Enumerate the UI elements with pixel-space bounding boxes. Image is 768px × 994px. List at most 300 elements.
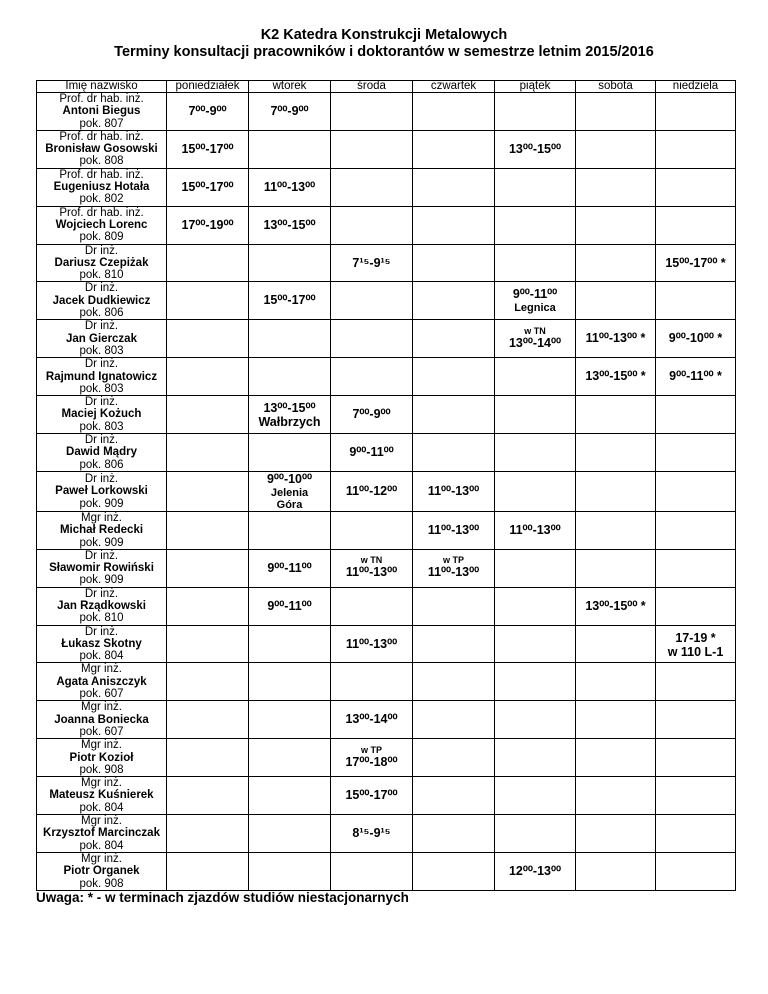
schedule-cell-saturday xyxy=(576,549,656,587)
person-title: Mgr inż. xyxy=(81,739,122,752)
person-cell xyxy=(37,511,167,549)
hours-text: 11⁰⁰-13⁰⁰ xyxy=(427,483,480,498)
schedule-cell-thursday xyxy=(413,739,495,777)
schedule-cell-friday xyxy=(495,130,576,168)
person-room: pok. 908 xyxy=(79,763,124,776)
schedule-cell-tuesday xyxy=(249,852,331,890)
schedule-cell-monday xyxy=(167,168,249,206)
schedule-cell-friday xyxy=(495,358,576,396)
person-cell xyxy=(37,282,167,320)
schedule-cell-saturday xyxy=(576,244,656,282)
schedule-cell-sunday xyxy=(656,471,736,511)
schedule-cell-monday xyxy=(167,282,249,320)
page-title: K2 Katedra Konstrukcji Metalowych xyxy=(260,27,508,43)
person-room: pok. 802 xyxy=(79,193,124,206)
person-room: pok. 809 xyxy=(79,231,124,244)
hours-text: 9⁰⁰-11⁰⁰ xyxy=(512,287,558,302)
hours-text: 11⁰⁰-13⁰⁰ xyxy=(345,565,398,580)
person-name: Paweł Lorkowski xyxy=(55,485,148,498)
table-row xyxy=(37,815,736,853)
schedule-cell-saturday xyxy=(576,206,656,244)
location-note: w TP xyxy=(360,744,382,755)
hours-text: 7⁰⁰-9⁰⁰ xyxy=(352,407,391,422)
schedule-cell-monday xyxy=(167,93,249,131)
table-row xyxy=(37,206,736,244)
schedule-cell-sunday xyxy=(656,93,736,131)
schedule-cell-saturday xyxy=(576,282,656,320)
schedule-cell-saturday xyxy=(576,168,656,206)
schedule-cell-monday xyxy=(167,358,249,396)
schedule-cell-monday xyxy=(167,320,249,358)
schedule-cell-friday xyxy=(495,587,576,625)
hours-text: 15⁰⁰-17⁰⁰ xyxy=(181,179,234,194)
schedule-cell-sunday xyxy=(656,168,736,206)
schedule-cell-sunday xyxy=(656,358,736,396)
schedule-cell-friday xyxy=(495,282,576,320)
schedule-cell-sunday xyxy=(656,701,736,739)
hours-text: 17⁰⁰-18⁰⁰ xyxy=(345,754,398,769)
hours-text: 7¹⁵-9¹⁵ xyxy=(352,255,391,270)
schedule-cell-tuesday xyxy=(249,320,331,358)
schedule-cell-thursday xyxy=(413,701,495,739)
table-row xyxy=(37,93,736,131)
schedule-cell-sunday xyxy=(656,396,736,434)
schedule-cell-wednesday xyxy=(331,701,413,739)
schedule-cell-monday xyxy=(167,739,249,777)
person-cell xyxy=(37,815,167,853)
person-name: Antoni Biegus xyxy=(62,105,141,118)
schedule-cell-saturday xyxy=(576,358,656,396)
table-row xyxy=(37,511,736,549)
person-cell xyxy=(37,587,167,625)
schedule-cell-tuesday xyxy=(249,511,331,549)
schedule-cell-monday xyxy=(167,244,249,282)
schedule-cell-tuesday xyxy=(249,434,331,472)
schedule-table xyxy=(36,80,736,891)
schedule-cell-thursday xyxy=(413,206,495,244)
schedule-cell-thursday xyxy=(413,396,495,434)
table-row xyxy=(37,777,736,815)
table-row xyxy=(37,852,736,890)
hours-text: 13⁰⁰-15⁰⁰ * xyxy=(585,598,646,613)
schedule-cell-wednesday xyxy=(331,93,413,131)
col-header-wednesday: środa xyxy=(331,81,413,93)
hours-text: 15⁰⁰-17⁰⁰ xyxy=(263,293,316,308)
person-cell xyxy=(37,93,167,131)
col-header-saturday: sobota xyxy=(576,81,656,93)
schedule-cell-friday xyxy=(495,549,576,587)
person-name: Wojciech Lorenc xyxy=(55,218,148,231)
schedule-cell-friday xyxy=(495,739,576,777)
location-label: w 110 L-1 xyxy=(667,644,724,659)
schedule-cell-wednesday xyxy=(331,549,413,587)
hours-text: 9⁰⁰-10⁰⁰ xyxy=(266,471,313,486)
schedule-cell-tuesday xyxy=(249,549,331,587)
person-room: pok. 804 xyxy=(79,839,124,852)
schedule-cell-tuesday xyxy=(249,396,331,434)
person-title: Dr inż. xyxy=(84,358,119,371)
schedule-cell-thursday xyxy=(413,815,495,853)
location-label: Wałbrzych xyxy=(258,415,321,430)
location-note: w TN xyxy=(360,555,383,566)
person-title: Dr inż. xyxy=(84,625,119,638)
schedule-cell-thursday xyxy=(413,320,495,358)
schedule-cell-wednesday xyxy=(331,320,413,358)
schedule-cell-monday xyxy=(167,663,249,701)
schedule-cell-tuesday xyxy=(249,587,331,625)
schedule-cell-tuesday xyxy=(249,282,331,320)
person-name: Mateusz Kuśnierek xyxy=(49,789,154,802)
schedule-cell-saturday xyxy=(576,471,656,511)
schedule-cell-thursday xyxy=(413,358,495,396)
person-room: pok. 909 xyxy=(79,497,124,510)
schedule-cell-sunday xyxy=(656,130,736,168)
hours-text: 13⁰⁰-15⁰⁰ xyxy=(263,217,316,232)
hours-text: 17-19 * xyxy=(675,630,716,645)
schedule-cell-tuesday xyxy=(249,625,331,663)
person-name: Piotr Kozioł xyxy=(69,751,134,764)
person-name: Jan Rządkowski xyxy=(57,599,146,612)
schedule-cell-sunday xyxy=(656,244,736,282)
hours-text: 8¹⁵-9¹⁵ xyxy=(352,825,391,840)
schedule-cell-wednesday xyxy=(331,244,413,282)
schedule-cell-sunday xyxy=(656,852,736,890)
person-cell xyxy=(37,852,167,890)
person-room: pok. 806 xyxy=(79,307,124,320)
schedule-cell-wednesday xyxy=(331,168,413,206)
schedule-cell-thursday xyxy=(413,471,495,511)
person-room: pok. 807 xyxy=(79,117,124,130)
table-row xyxy=(37,168,736,206)
person-cell xyxy=(37,625,167,663)
schedule-cell-monday xyxy=(167,701,249,739)
schedule-cell-thursday xyxy=(413,282,495,320)
schedule-cell-wednesday xyxy=(331,852,413,890)
table-row xyxy=(37,396,736,434)
schedule-cell-wednesday xyxy=(331,396,413,434)
person-name: Jacek Dudkiewicz xyxy=(52,294,151,307)
schedule-cell-thursday xyxy=(413,549,495,587)
col-header-thursday: czwartek xyxy=(413,81,495,93)
schedule-cell-saturday xyxy=(576,434,656,472)
person-room: pok. 803 xyxy=(79,344,124,357)
schedule-cell-sunday xyxy=(656,663,736,701)
schedule-cell-tuesday xyxy=(249,777,331,815)
table-row xyxy=(37,625,736,663)
person-name: Łukasz Skotny xyxy=(61,637,142,650)
schedule-cell-wednesday xyxy=(331,625,413,663)
person-title: Dr inż. xyxy=(84,396,119,409)
hours-text: 11⁰⁰-13⁰⁰ xyxy=(509,522,561,537)
schedule-cell-saturday xyxy=(576,625,656,663)
location-label: Legnica xyxy=(514,302,556,315)
schedule-cell-friday xyxy=(495,434,576,472)
person-cell xyxy=(37,244,167,282)
schedule-cell-friday xyxy=(495,320,576,358)
hours-text: 17⁰⁰-19⁰⁰ xyxy=(181,217,234,232)
person-title: Prof. dr hab. inż. xyxy=(59,206,144,219)
person-room: pok. 909 xyxy=(79,574,124,587)
hours-text: 11⁰⁰-13⁰⁰ xyxy=(427,565,480,580)
person-title: Mgr inż. xyxy=(81,663,122,676)
hours-text: 9⁰⁰-10⁰⁰ * xyxy=(668,331,723,346)
schedule-cell-friday xyxy=(495,471,576,511)
col-header-name: Imię nazwisko xyxy=(37,81,167,93)
schedule-cell-monday xyxy=(167,549,249,587)
schedule-cell-wednesday xyxy=(331,587,413,625)
schedule-cell-thursday xyxy=(413,663,495,701)
hours-text: 12⁰⁰-13⁰⁰ xyxy=(508,863,561,878)
schedule-cell-wednesday xyxy=(331,663,413,701)
schedule-cell-saturday xyxy=(576,701,656,739)
schedule-cell-thursday xyxy=(413,168,495,206)
table-row xyxy=(37,244,736,282)
schedule-cell-tuesday xyxy=(249,168,331,206)
hours-text: 15⁰⁰-17⁰⁰ xyxy=(181,141,234,156)
person-cell xyxy=(37,777,167,815)
schedule-cell-saturday xyxy=(576,511,656,549)
person-cell xyxy=(37,739,167,777)
schedule-cell-thursday xyxy=(413,434,495,472)
person-name: Maciej Kożuch xyxy=(61,408,142,421)
col-header-sunday: niedziela xyxy=(656,81,736,93)
person-name: Sławomir Rowiński xyxy=(49,562,154,575)
person-room: pok. 607 xyxy=(79,725,124,738)
schedule-cell-tuesday xyxy=(249,244,331,282)
table-row xyxy=(37,701,736,739)
hours-text: 9⁰⁰-11⁰⁰ xyxy=(267,598,312,613)
person-name: Piotr Organek xyxy=(63,865,140,878)
person-room: pok. 808 xyxy=(79,155,124,168)
person-name: Joanna Boniecka xyxy=(54,713,149,726)
hours-text: 11⁰⁰-13⁰⁰ xyxy=(427,522,480,537)
person-title: Mgr inż. xyxy=(81,701,122,714)
schedule-cell-sunday xyxy=(656,549,736,587)
schedule-cell-sunday xyxy=(656,282,736,320)
hours-text: 13⁰⁰-15⁰⁰ xyxy=(508,141,561,156)
schedule-cell-friday xyxy=(495,625,576,663)
schedule-cell-wednesday xyxy=(331,282,413,320)
schedule-cell-monday xyxy=(167,471,249,511)
schedule-cell-friday xyxy=(495,701,576,739)
person-room: pok. 803 xyxy=(79,420,124,433)
person-room: pok. 806 xyxy=(79,458,124,471)
person-cell xyxy=(37,434,167,472)
person-title: Mgr inż. xyxy=(81,852,122,865)
person-name: Rajmund Ignatowicz xyxy=(45,370,158,383)
person-name: Dariusz Czepiżak xyxy=(54,256,149,269)
col-header-tuesday: wtorek xyxy=(249,81,331,93)
person-title: Dr inż. xyxy=(84,282,119,295)
schedule-cell-saturday xyxy=(576,663,656,701)
person-cell xyxy=(37,320,167,358)
person-title: Prof. dr hab. inż. xyxy=(59,130,144,143)
schedule-cell-friday xyxy=(495,815,576,853)
col-header-friday: piątek xyxy=(495,81,576,93)
footer-note: Uwaga: * - w terminach zjazdów studiów niestacjonarnych xyxy=(36,890,409,905)
schedule-cell-sunday xyxy=(656,739,736,777)
person-name: Agata Aniszczyk xyxy=(56,675,147,688)
schedule-cell-tuesday xyxy=(249,471,331,511)
schedule-cell-sunday xyxy=(656,625,736,663)
schedule-cell-saturday xyxy=(576,777,656,815)
person-name: Michał Redecki xyxy=(59,524,144,537)
schedule-body xyxy=(37,93,736,891)
hours-text: 11⁰⁰-13⁰⁰ xyxy=(345,636,398,651)
person-cell xyxy=(37,549,167,587)
person-cell xyxy=(37,130,167,168)
schedule-cell-monday xyxy=(167,625,249,663)
schedule-cell-thursday xyxy=(413,625,495,663)
schedule-cell-friday xyxy=(495,511,576,549)
table-row xyxy=(37,549,736,587)
person-room: pok. 804 xyxy=(79,650,124,663)
person-title: Dr inż. xyxy=(84,434,119,447)
table-row xyxy=(37,130,736,168)
schedule-cell-wednesday xyxy=(331,739,413,777)
schedule-cell-sunday xyxy=(656,777,736,815)
schedule-cell-sunday xyxy=(656,320,736,358)
schedule-cell-thursday xyxy=(413,777,495,815)
table-row xyxy=(37,282,736,320)
schedule-cell-saturday xyxy=(576,396,656,434)
table-row xyxy=(37,320,736,358)
person-title: Prof. dr hab. inż. xyxy=(59,93,144,105)
person-room: pok. 810 xyxy=(79,269,124,282)
schedule-cell-tuesday xyxy=(249,815,331,853)
hours-text: 9⁰⁰-11⁰⁰ xyxy=(267,560,312,575)
hours-text: 11⁰⁰-13⁰⁰ xyxy=(263,179,316,194)
schedule-cell-tuesday xyxy=(249,358,331,396)
table-row xyxy=(37,358,736,396)
location-note: w TP xyxy=(442,555,464,566)
person-cell xyxy=(37,396,167,434)
schedule-cell-monday xyxy=(167,206,249,244)
schedule-cell-tuesday xyxy=(249,130,331,168)
schedule-cell-monday xyxy=(167,815,249,853)
person-cell xyxy=(37,206,167,244)
schedule-cell-sunday xyxy=(656,587,736,625)
person-cell xyxy=(37,663,167,701)
person-name: Dawid Mądry xyxy=(66,446,137,459)
person-title: Dr inż. xyxy=(84,587,119,600)
schedule-cell-saturday xyxy=(576,739,656,777)
person-name: Krzysztof Marcinczak xyxy=(43,827,160,840)
person-cell xyxy=(37,168,167,206)
hours-text: 11⁰⁰-13⁰⁰ * xyxy=(585,331,646,346)
hours-text: 9⁰⁰-11⁰⁰ * xyxy=(669,369,722,384)
schedule-cell-tuesday xyxy=(249,739,331,777)
person-name: Eugeniusz Hotała xyxy=(53,181,150,194)
schedule-cell-saturday xyxy=(576,93,656,131)
header-row xyxy=(37,81,736,93)
schedule-cell-saturday xyxy=(576,587,656,625)
schedule-cell-friday xyxy=(495,396,576,434)
schedule-cell-monday xyxy=(167,852,249,890)
col-header-monday: poniedziałek xyxy=(167,81,249,93)
schedule-cell-wednesday xyxy=(331,815,413,853)
person-name: Jan Gierczak xyxy=(66,332,137,345)
person-title: Prof. dr hab. inż. xyxy=(59,168,144,181)
person-name: Bronisław Gosowski xyxy=(45,143,158,156)
schedule-cell-monday xyxy=(167,587,249,625)
person-room: pok. 607 xyxy=(79,688,124,701)
hours-text: 11⁰⁰-12⁰⁰ xyxy=(345,483,398,498)
person-room: pok. 810 xyxy=(79,612,124,625)
schedule-cell-wednesday xyxy=(331,471,413,511)
schedule-cell-thursday xyxy=(413,511,495,549)
hours-text: 15⁰⁰-17⁰⁰ * xyxy=(665,255,726,270)
schedule-cell-wednesday xyxy=(331,777,413,815)
table-row xyxy=(37,663,736,701)
schedule-cell-friday xyxy=(495,206,576,244)
schedule-cell-friday xyxy=(495,777,576,815)
schedule-cell-sunday xyxy=(656,815,736,853)
person-title: Mgr inż. xyxy=(81,777,122,790)
person-title: Dr inż. xyxy=(84,320,119,333)
table-row xyxy=(37,739,736,777)
location-label: Góra xyxy=(276,498,303,511)
schedule-cell-tuesday xyxy=(249,663,331,701)
hours-text: 13⁰⁰-15⁰⁰ * xyxy=(585,369,646,384)
schedule-cell-sunday xyxy=(656,434,736,472)
person-title: Mgr inż. xyxy=(81,511,122,524)
schedule-cell-monday xyxy=(167,777,249,815)
schedule-cell-monday xyxy=(167,130,249,168)
schedule-cell-thursday xyxy=(413,244,495,282)
hours-text: 7⁰⁰-9⁰⁰ xyxy=(188,103,227,118)
schedule-cell-wednesday xyxy=(331,434,413,472)
table-row xyxy=(37,587,736,625)
schedule-cell-saturday xyxy=(576,320,656,358)
schedule-cell-tuesday xyxy=(249,701,331,739)
schedule-cell-saturday xyxy=(576,130,656,168)
person-room: pok. 803 xyxy=(79,382,124,395)
table-row xyxy=(37,434,736,472)
person-cell xyxy=(37,701,167,739)
schedule-cell-wednesday xyxy=(331,206,413,244)
person-cell xyxy=(37,358,167,396)
schedule-cell-wednesday xyxy=(331,358,413,396)
person-cell xyxy=(37,471,167,511)
schedule-cell-friday xyxy=(495,244,576,282)
schedule-cell-thursday xyxy=(413,852,495,890)
person-title: Dr inż. xyxy=(84,472,119,485)
schedule-cell-tuesday xyxy=(249,206,331,244)
hours-text: 13⁰⁰-14⁰⁰ xyxy=(345,712,398,727)
hours-text: 13⁰⁰-14⁰⁰ xyxy=(508,335,561,350)
table-row xyxy=(37,471,736,511)
schedule-cell-sunday xyxy=(656,206,736,244)
schedule-cell-wednesday xyxy=(331,130,413,168)
hours-text: 9⁰⁰-11⁰⁰ xyxy=(349,444,394,459)
hours-text: 13⁰⁰-15⁰⁰ xyxy=(263,401,316,416)
person-title: Mgr inż. xyxy=(81,815,122,828)
schedule-cell-monday xyxy=(167,434,249,472)
schedule-cell-friday xyxy=(495,93,576,131)
schedule-cell-wednesday xyxy=(331,511,413,549)
person-room: pok. 804 xyxy=(79,801,124,814)
schedule-cell-monday xyxy=(167,396,249,434)
schedule-cell-tuesday xyxy=(249,93,331,131)
person-room: pok. 909 xyxy=(79,536,124,549)
location-label: Jelenia xyxy=(270,486,309,499)
schedule-cell-saturday xyxy=(576,852,656,890)
schedule-cell-thursday xyxy=(413,130,495,168)
schedule-cell-friday xyxy=(495,663,576,701)
schedule-cell-friday xyxy=(495,852,576,890)
hours-text: 7⁰⁰-9⁰⁰ xyxy=(270,103,309,118)
